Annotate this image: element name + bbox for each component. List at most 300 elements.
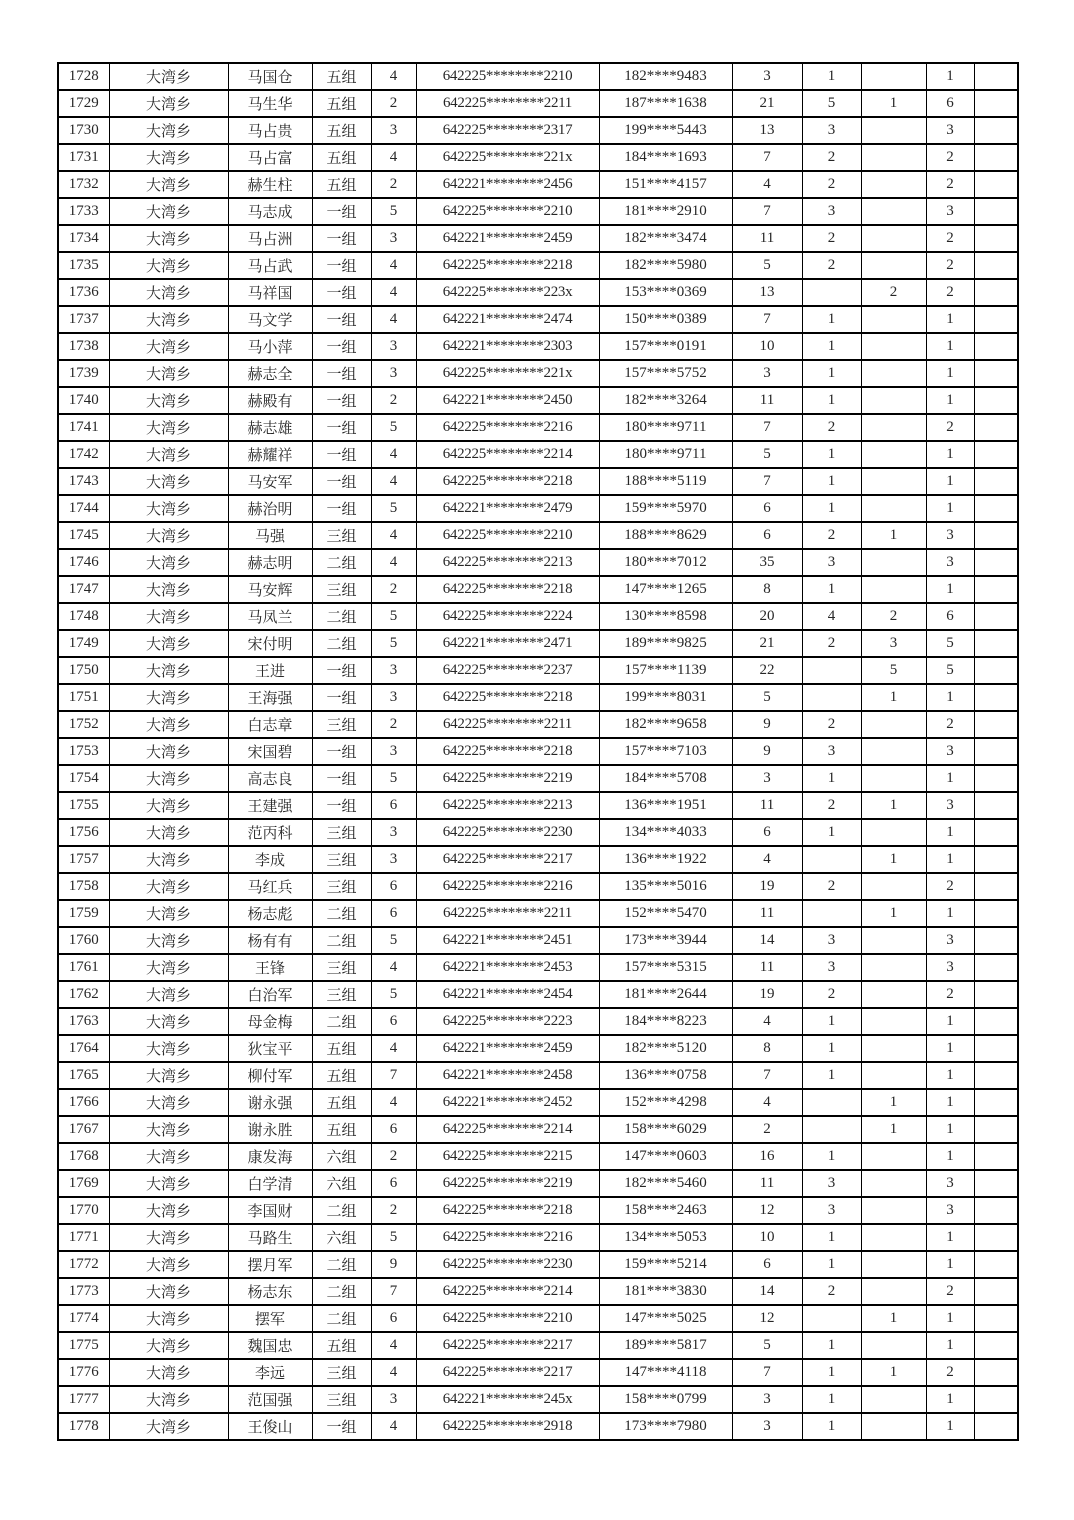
cell-num-b: 5 [802,90,861,117]
cell-phone-number: 182****5120 [599,1035,732,1062]
cell-row-number: 1736 [58,279,109,306]
cell-group: 五组 [312,1089,371,1116]
cell-num-a: 7 [732,414,802,441]
table-row [58,1224,1018,1251]
cell-group: 一组 [312,738,371,765]
cell-person-name: 赫殿有 [228,387,312,414]
cell-id-number: 642225********2217 [416,1332,599,1359]
cell-num-c [861,1062,926,1089]
cell-id-number: 642225********2230 [416,1251,599,1278]
cell-person-name: 马占贵 [228,117,312,144]
cell-group: 一组 [312,306,371,333]
cell-township: 大湾乡 [109,414,228,441]
cell-blank [974,1089,1018,1116]
cell-num-d: 2 [926,1359,974,1386]
cell-row-number: 1756 [58,819,109,846]
cell-num-c [861,1413,926,1440]
cell-num-c [861,1386,926,1413]
cell-group: 一组 [312,468,371,495]
cell-township: 大湾乡 [109,954,228,981]
table-row [58,225,1018,252]
cell-id-number: 642225********223x [416,279,599,306]
cell-phone-number: 151****4157 [599,171,732,198]
cell-num-c [861,117,926,144]
cell-row-number: 1768 [58,1143,109,1170]
table-row [58,414,1018,441]
cell-num-b: 1 [802,1224,861,1251]
cell-num-c: 1 [861,90,926,117]
cell-num-d: 6 [926,90,974,117]
cell-count: 2 [371,171,416,198]
cell-blank [974,603,1018,630]
cell-count: 4 [371,144,416,171]
cell-row-number: 1758 [58,873,109,900]
cell-num-a: 13 [732,279,802,306]
table-row [58,846,1018,873]
cell-count: 5 [371,981,416,1008]
cell-num-a: 19 [732,873,802,900]
cell-township: 大湾乡 [109,63,228,90]
cell-row-number: 1765 [58,1062,109,1089]
cell-num-d: 1 [926,819,974,846]
cell-id-number: 642225********2211 [416,90,599,117]
cell-blank [974,1413,1018,1440]
cell-group: 五组 [312,1035,371,1062]
cell-id-number: 642225********2237 [416,657,599,684]
table-row [58,1197,1018,1224]
cell-num-c [861,1170,926,1197]
cell-num-d: 2 [926,144,974,171]
cell-row-number: 1737 [58,306,109,333]
cell-group: 五组 [312,63,371,90]
cell-person-name: 宋付明 [228,630,312,657]
cell-group: 五组 [312,117,371,144]
cell-row-number: 1744 [58,495,109,522]
cell-blank [974,630,1018,657]
cell-num-a: 5 [732,684,802,711]
cell-blank [974,441,1018,468]
cell-township: 大湾乡 [109,198,228,225]
cell-person-name: 王锋 [228,954,312,981]
cell-num-a: 11 [732,954,802,981]
cell-id-number: 642221********2474 [416,306,599,333]
cell-id-number: 642221********2471 [416,630,599,657]
cell-person-name: 康发海 [228,1143,312,1170]
cell-group: 五组 [312,90,371,117]
cell-count: 2 [371,90,416,117]
table-row [58,738,1018,765]
cell-blank [974,1035,1018,1062]
cell-num-b: 1 [802,441,861,468]
cell-group: 一组 [312,225,371,252]
cell-num-b: 3 [802,927,861,954]
cell-id-number: 642225********2214 [416,1278,599,1305]
cell-row-number: 1774 [58,1305,109,1332]
cell-group: 三组 [312,522,371,549]
cell-phone-number: 184****1693 [599,144,732,171]
table-row [58,522,1018,549]
cell-count: 3 [371,657,416,684]
cell-township: 大湾乡 [109,1062,228,1089]
cell-num-b: 2 [802,144,861,171]
cell-count: 2 [371,387,416,414]
cell-group: 一组 [312,765,371,792]
table-row [58,792,1018,819]
cell-row-number: 1766 [58,1089,109,1116]
cell-num-c [861,441,926,468]
table-row [58,630,1018,657]
cell-num-a: 14 [732,1278,802,1305]
cell-count: 4 [371,1089,416,1116]
cell-count: 5 [371,198,416,225]
cell-num-b: 2 [802,252,861,279]
cell-blank [974,765,1018,792]
cell-phone-number: 153****0369 [599,279,732,306]
cell-person-name: 李远 [228,1359,312,1386]
cell-num-b: 1 [802,1359,861,1386]
cell-row-number: 1749 [58,630,109,657]
cell-num-b: 1 [802,1386,861,1413]
cell-num-a: 6 [732,1251,802,1278]
cell-blank [974,468,1018,495]
cell-blank [974,90,1018,117]
cell-num-b [802,657,861,684]
cell-num-c [861,954,926,981]
cell-person-name: 狄宝平 [228,1035,312,1062]
cell-num-a: 16 [732,1143,802,1170]
cell-phone-number: 180****9711 [599,414,732,441]
cell-num-b: 1 [802,1062,861,1089]
cell-id-number: 642225********2214 [416,441,599,468]
cell-township: 大湾乡 [109,630,228,657]
cell-num-a: 10 [732,333,802,360]
cell-blank [974,657,1018,684]
cell-blank [974,360,1018,387]
cell-group: 一组 [312,198,371,225]
cell-num-b: 3 [802,1170,861,1197]
cell-count: 3 [371,225,416,252]
table-row [58,1386,1018,1413]
cell-township: 大湾乡 [109,1170,228,1197]
cell-num-d: 1 [926,441,974,468]
cell-count: 3 [371,684,416,711]
cell-num-a: 10 [732,1224,802,1251]
cell-num-c [861,306,926,333]
cell-num-b [802,279,861,306]
cell-num-c: 1 [861,1116,926,1143]
cell-id-number: 642225********2224 [416,603,599,630]
cell-township: 大湾乡 [109,171,228,198]
cell-num-a: 20 [732,603,802,630]
cell-row-number: 1747 [58,576,109,603]
cell-id-number: 642225********2213 [416,549,599,576]
cell-id-number: 642225********2215 [416,1143,599,1170]
cell-num-b [802,1089,861,1116]
cell-num-d: 3 [926,1197,974,1224]
cell-num-b: 1 [802,63,861,90]
cell-phone-number: 157****0191 [599,333,732,360]
cell-group: 二组 [312,603,371,630]
cell-id-number: 642225********2218 [416,252,599,279]
cell-num-d: 1 [926,63,974,90]
cell-blank [974,198,1018,225]
cell-num-b: 1 [802,1413,861,1440]
cell-num-a: 14 [732,927,802,954]
cell-phone-number: 180****7012 [599,549,732,576]
cell-count: 2 [371,711,416,738]
table-row [58,657,1018,684]
cell-num-b: 1 [802,765,861,792]
cell-blank [974,576,1018,603]
cell-row-number: 1743 [58,468,109,495]
cell-num-a: 7 [732,306,802,333]
cell-person-name: 杨有有 [228,927,312,954]
cell-id-number: 642221********2450 [416,387,599,414]
cell-person-name: 谢永强 [228,1089,312,1116]
cell-group: 二组 [312,630,371,657]
cell-phone-number: 157****1139 [599,657,732,684]
cell-person-name: 马路生 [228,1224,312,1251]
table-row [58,252,1018,279]
cell-row-number: 1729 [58,90,109,117]
table-row [58,1251,1018,1278]
cell-blank [974,1170,1018,1197]
cell-num-a: 6 [732,819,802,846]
table-row [58,306,1018,333]
cell-group: 二组 [312,900,371,927]
cell-township: 大湾乡 [109,684,228,711]
cell-id-number: 642225********2213 [416,792,599,819]
cell-num-a: 4 [732,1089,802,1116]
cell-row-number: 1767 [58,1116,109,1143]
cell-num-a: 3 [732,63,802,90]
cell-num-d: 3 [926,738,974,765]
cell-num-c: 2 [861,603,926,630]
cell-phone-number: 184****5708 [599,765,732,792]
cell-phone-number: 136****1922 [599,846,732,873]
cell-num-a: 12 [732,1197,802,1224]
cell-num-d: 1 [926,1062,974,1089]
cell-phone-number: 181****2910 [599,198,732,225]
cell-id-number: 642221********2452 [416,1089,599,1116]
cell-row-number: 1755 [58,792,109,819]
cell-person-name: 马占武 [228,252,312,279]
cell-blank [974,144,1018,171]
cell-num-c: 3 [861,630,926,657]
cell-num-d: 3 [926,927,974,954]
table-row [58,1143,1018,1170]
cell-id-number: 642225********2217 [416,846,599,873]
cell-phone-number: 150****0389 [599,306,732,333]
cell-township: 大湾乡 [109,522,228,549]
cell-num-a: 11 [732,1170,802,1197]
cell-num-d: 3 [926,954,974,981]
cell-group: 二组 [312,549,371,576]
cell-group: 三组 [312,1386,371,1413]
table-row [58,90,1018,117]
cell-person-name: 赫治明 [228,495,312,522]
cell-phone-number: 180****9711 [599,441,732,468]
cell-phone-number: 199****5443 [599,117,732,144]
cell-phone-number: 188****8629 [599,522,732,549]
cell-num-d: 2 [926,225,974,252]
cell-num-d: 1 [926,387,974,414]
cell-num-a: 4 [732,1008,802,1035]
cell-num-b: 1 [802,306,861,333]
cell-phone-number: 159****5214 [599,1251,732,1278]
cell-phone-number: 182****5980 [599,252,732,279]
cell-person-name: 马强 [228,522,312,549]
cell-person-name: 杨志彪 [228,900,312,927]
cell-phone-number: 173****3944 [599,927,732,954]
cell-num-d: 2 [926,711,974,738]
cell-person-name: 白治军 [228,981,312,1008]
cell-phone-number: 181****3830 [599,1278,732,1305]
cell-num-d: 1 [926,495,974,522]
cell-person-name: 魏国忠 [228,1332,312,1359]
cell-num-b: 1 [802,495,861,522]
cell-phone-number: 187****1638 [599,90,732,117]
cell-count: 3 [371,117,416,144]
cell-person-name: 王进 [228,657,312,684]
cell-township: 大湾乡 [109,765,228,792]
table-row [58,765,1018,792]
cell-person-name: 白志章 [228,711,312,738]
table-row [58,1008,1018,1035]
cell-phone-number: 134****5053 [599,1224,732,1251]
cell-group: 一组 [312,333,371,360]
cell-township: 大湾乡 [109,90,228,117]
cell-num-d: 2 [926,279,974,306]
cell-num-b: 3 [802,954,861,981]
cell-person-name: 王俊山 [228,1413,312,1440]
cell-phone-number: 157****5315 [599,954,732,981]
cell-row-number: 1753 [58,738,109,765]
cell-num-c [861,144,926,171]
cell-person-name: 赫生柱 [228,171,312,198]
table-row [58,63,1018,90]
cell-count: 4 [371,441,416,468]
cell-num-d: 2 [926,414,974,441]
cell-count: 3 [371,1386,416,1413]
cell-blank [974,387,1018,414]
cell-township: 大湾乡 [109,1332,228,1359]
cell-blank [974,306,1018,333]
cell-row-number: 1751 [58,684,109,711]
cell-num-b: 1 [802,819,861,846]
cell-row-number: 1732 [58,171,109,198]
cell-num-b: 1 [802,360,861,387]
cell-num-a: 21 [732,90,802,117]
cell-phone-number: 182****9483 [599,63,732,90]
cell-num-a: 3 [732,765,802,792]
cell-row-number: 1735 [58,252,109,279]
cell-id-number: 642221********2451 [416,927,599,954]
cell-township: 大湾乡 [109,1116,228,1143]
cell-group: 一组 [312,495,371,522]
cell-group: 二组 [312,1278,371,1305]
cell-num-d: 1 [926,333,974,360]
cell-num-d: 3 [926,1170,974,1197]
cell-blank [974,225,1018,252]
cell-count: 5 [371,765,416,792]
cell-num-b [802,900,861,927]
cell-num-a: 11 [732,792,802,819]
table-row [58,333,1018,360]
cell-row-number: 1761 [58,954,109,981]
cell-num-c [861,738,926,765]
cell-num-c: 1 [861,684,926,711]
cell-num-b: 1 [802,333,861,360]
cell-num-b: 1 [802,1332,861,1359]
cell-num-b: 1 [802,468,861,495]
cell-row-number: 1764 [58,1035,109,1062]
cell-id-number: 642225********2216 [416,1224,599,1251]
cell-count: 4 [371,954,416,981]
cell-row-number: 1752 [58,711,109,738]
cell-num-c [861,819,926,846]
cell-num-c [861,1332,926,1359]
cell-person-name: 赫志明 [228,549,312,576]
cell-phone-number: 189****9825 [599,630,732,657]
cell-person-name: 马红兵 [228,873,312,900]
table-row [58,198,1018,225]
cell-num-c: 1 [861,522,926,549]
cell-phone-number: 134****4033 [599,819,732,846]
cell-person-name: 白学清 [228,1170,312,1197]
table-row [58,117,1018,144]
cell-num-b [802,1116,861,1143]
cell-count: 4 [371,306,416,333]
table-row [58,603,1018,630]
cell-num-c [861,414,926,441]
cell-phone-number: 158****2463 [599,1197,732,1224]
table-row [58,387,1018,414]
cell-row-number: 1741 [58,414,109,441]
cell-group: 一组 [312,252,371,279]
cell-person-name: 赫志雄 [228,414,312,441]
cell-count: 4 [371,1035,416,1062]
cell-num-c [861,1197,926,1224]
table-body [58,63,1018,1440]
table-row [58,900,1018,927]
cell-num-a: 4 [732,171,802,198]
cell-row-number: 1750 [58,657,109,684]
cell-count: 7 [371,1278,416,1305]
cell-num-b: 3 [802,1197,861,1224]
cell-num-c: 1 [861,1305,926,1332]
cell-id-number: 642221********2454 [416,981,599,1008]
cell-count: 6 [371,792,416,819]
cell-person-name: 摆月军 [228,1251,312,1278]
cell-count: 6 [371,1008,416,1035]
cell-township: 大湾乡 [109,279,228,306]
cell-num-d: 2 [926,252,974,279]
cell-blank [974,927,1018,954]
cell-township: 大湾乡 [109,873,228,900]
cell-person-name: 马志成 [228,198,312,225]
cell-id-number: 642225********2218 [416,576,599,603]
cell-blank [974,1386,1018,1413]
cell-phone-number: 147****5025 [599,1305,732,1332]
cell-num-c [861,63,926,90]
table-row [58,711,1018,738]
cell-num-d: 1 [926,1413,974,1440]
cell-count: 6 [371,873,416,900]
cell-blank [974,873,1018,900]
cell-group: 一组 [312,1413,371,1440]
cell-count: 4 [371,468,416,495]
